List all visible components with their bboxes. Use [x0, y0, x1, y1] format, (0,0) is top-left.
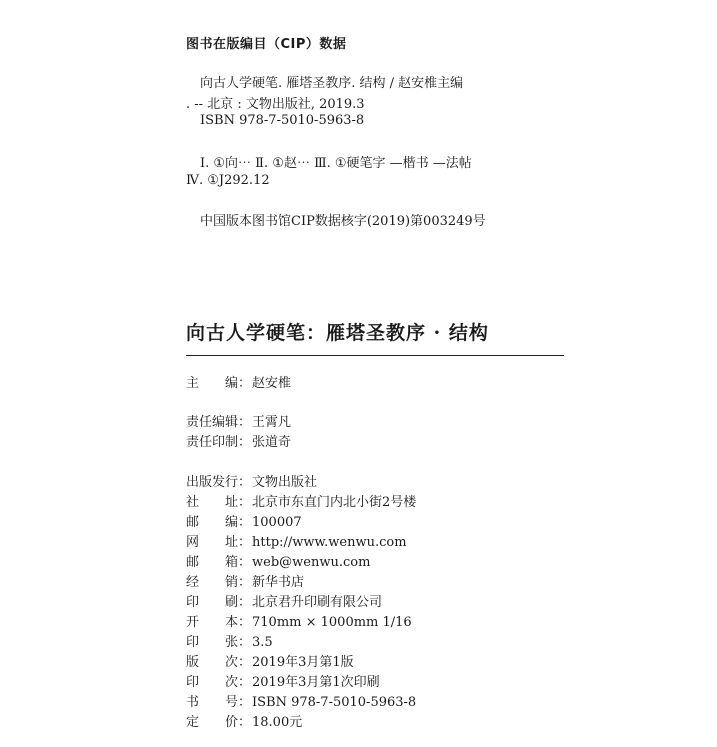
credit-label: 主 编：	[186, 376, 252, 391]
pub-row	[186, 631, 273, 649]
cip-record-number: 中国版本图书馆CIP数据核字(2019)第003249号	[200, 214, 486, 229]
cip-isbn-line: ISBN 978-7-5010-5963-8	[200, 113, 365, 128]
pub-label: 开 本：	[186, 615, 252, 630]
pub-label: 印 刷：	[186, 595, 252, 610]
cip-classification-line-2: Ⅳ. ①J292.12	[186, 173, 270, 188]
pub-value: ISBN 978-7-5010-5963-8	[252, 695, 417, 710]
pub-value: 北京君升印刷有限公司	[252, 595, 383, 610]
pub-value: 18.00元	[252, 715, 303, 730]
pub-label: 书 号：	[186, 695, 252, 710]
pub-row	[186, 671, 380, 689]
pub-label: 邮 箱：	[186, 555, 252, 570]
credit-value: 王霄凡	[252, 415, 292, 430]
pub-value: 2019年3月第1次印刷	[252, 675, 380, 690]
credit-value: 张道奇	[252, 435, 292, 450]
pub-row	[186, 531, 407, 549]
pub-value: 文物出版社	[252, 475, 318, 490]
credit-row-responsible-editor	[186, 411, 291, 429]
credit-label: 责任印制：	[186, 435, 252, 450]
pub-row	[186, 511, 302, 529]
pub-value: 100007	[252, 515, 302, 530]
pub-label: 印 次：	[186, 675, 252, 690]
pub-label: 社 址：	[186, 495, 252, 510]
pub-label: 印 张：	[186, 635, 252, 650]
pub-row	[186, 471, 317, 489]
pub-label: 邮 编：	[186, 515, 252, 530]
book-title: 向古人学硬笔：雁塔圣教序 · 结构	[186, 322, 489, 344]
pub-row	[186, 711, 302, 729]
pub-label: 定 价：	[186, 715, 252, 730]
pub-row	[186, 591, 382, 609]
pub-value: web@wenwu.com	[252, 555, 371, 570]
pub-value: 北京市东直门内北小街2号楼	[252, 495, 417, 510]
pub-row	[186, 491, 416, 509]
pub-value: 2019年3月第1版	[252, 655, 354, 670]
cip-publisher-line: . -- 北京 : 文物出版社, 2019.3	[186, 97, 365, 112]
pub-row	[186, 611, 412, 629]
pub-row	[186, 551, 370, 569]
pub-label: 经 销：	[186, 575, 252, 590]
pub-label: 版 次：	[186, 655, 252, 670]
credit-value: 赵安椎	[252, 376, 292, 391]
cip-heading: 图书在版编目（CIP）数据	[186, 37, 347, 52]
pub-row	[186, 651, 354, 669]
credit-row-print-supervisor	[186, 431, 291, 449]
pub-label: 网 址：	[186, 535, 252, 550]
pub-row	[186, 571, 304, 589]
cip-classification-line: Ⅰ. ①向⋯ Ⅱ. ①赵⋯ Ⅲ. ①硬笔字 —楷书 —法帖	[200, 156, 472, 171]
pub-value: 新华书店	[252, 575, 305, 590]
credit-label: 责任编辑：	[186, 415, 252, 430]
pub-value: 3.5	[252, 635, 273, 650]
pub-row	[186, 691, 416, 709]
pub-value: 710mm × 1000mm 1/16	[252, 615, 412, 630]
pub-label: 出版发行：	[186, 475, 252, 490]
title-rule	[186, 355, 564, 356]
credit-row-editor	[186, 372, 291, 390]
cip-title-line: 向古人学硬笔. 雁塔圣教序. 结构 / 赵安椎主编	[200, 76, 464, 91]
pub-value: http://www.wenwu.com	[252, 535, 407, 550]
